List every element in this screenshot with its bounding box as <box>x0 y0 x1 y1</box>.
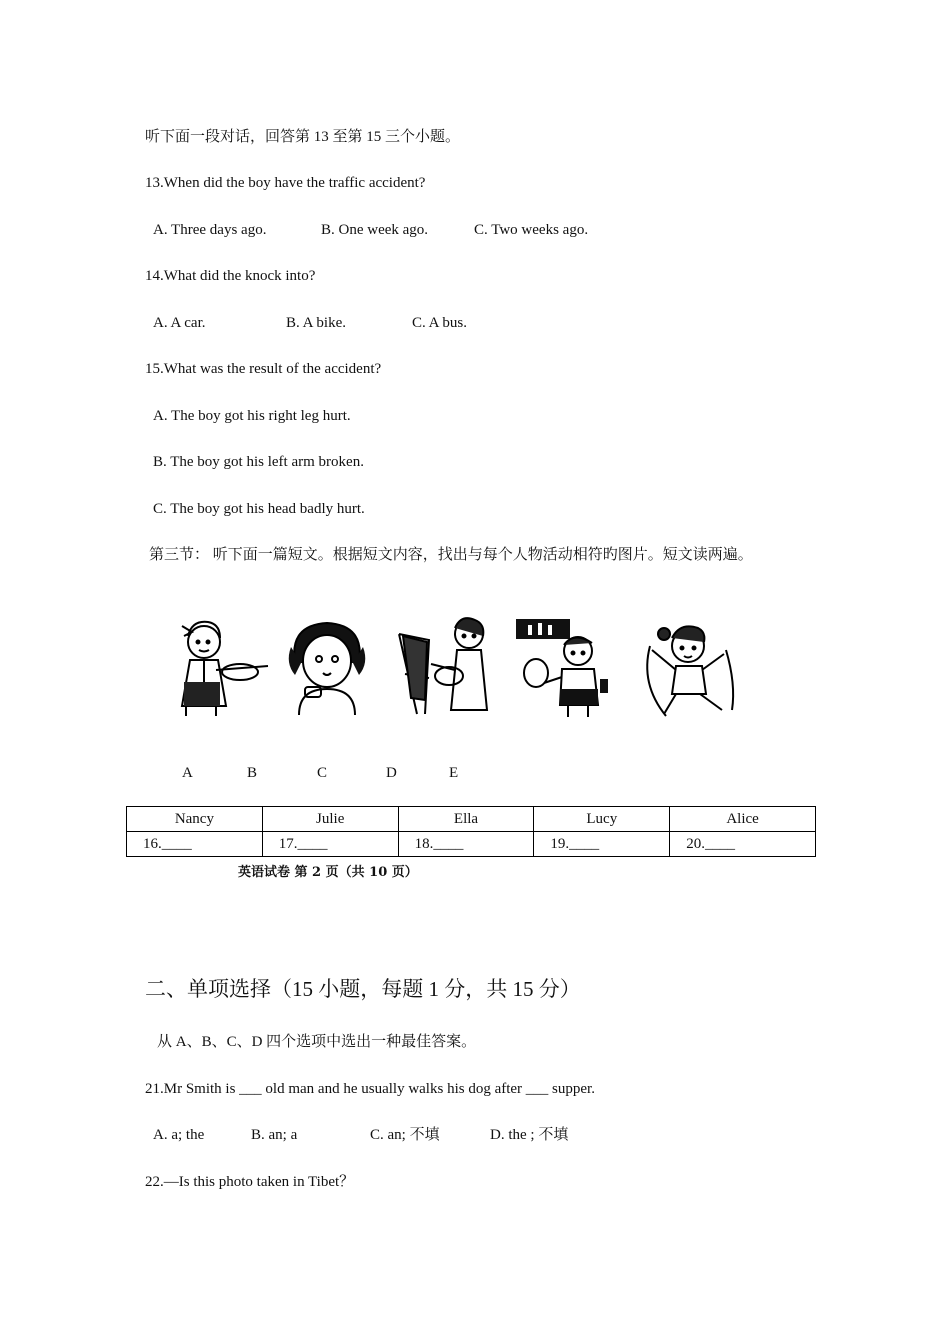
part3-intro: 第三节： 听下面一篇短文。根据短文内容，找出与每个人物活动相符旳图片。短文读两遍。 <box>149 547 753 563</box>
table-row-answers <box>127 832 816 857</box>
section-2-intro: 从 A、B、C、D 四个选项中选出一种最佳答案。 <box>157 1034 477 1050</box>
answer-blank-18[interactable]: 18.____ <box>398 832 534 857</box>
q15-option-c[interactable]: C. The boy got his head badly hurt. <box>153 501 365 517</box>
q13-option-a[interactable]: A. Three days ago. <box>153 222 267 238</box>
girl-playing-violin-icon <box>168 612 274 716</box>
question-13: 13.When did the boy have the traffic accident? <box>145 175 426 191</box>
section-2-title: 二、单项选择（15 小题，每题 1 分，共 15 分） <box>145 977 581 1001</box>
table-row-names <box>127 807 816 832</box>
answer-blank-19[interactable]: 19.____ <box>534 832 670 857</box>
q21-option-c[interactable]: C. an; 不填 <box>370 1127 440 1143</box>
q14-option-a[interactable]: A. A car. <box>153 315 206 331</box>
name-cell-lucy: Lucy <box>534 807 670 832</box>
q14-option-b[interactable]: B. A bike. <box>286 315 347 331</box>
part2-intro: 听下面一段对话，回答第 13 至第 15 三个小题。 <box>145 129 461 145</box>
q15-option-a[interactable]: A. The boy got his right leg hurt. <box>153 408 351 424</box>
name-cell-nancy: Nancy <box>127 807 263 832</box>
answer-blank-20[interactable]: 20.____ <box>670 832 816 857</box>
question-14: 14.What did the knock into? <box>145 268 316 284</box>
girl-eating-icon <box>285 617 369 715</box>
name-cell-julie: Julie <box>262 807 398 832</box>
q21-option-a[interactable]: A. a; the <box>153 1127 205 1143</box>
answer-blank-16[interactable]: 16.____ <box>127 832 263 857</box>
answer-blank-17[interactable]: 17.____ <box>262 832 398 857</box>
answer-table <box>126 806 816 857</box>
girl-playing-badminton-icon <box>514 615 614 719</box>
question-21: 21.Mr Smith is ___ old man and he usually walks his dog after ___ supper. <box>145 1081 595 1097</box>
picture-letter-e: E <box>449 765 459 781</box>
picture-letter-b: B <box>247 765 258 781</box>
picture-letter-d: D <box>386 765 397 781</box>
girl-skipping-rope-icon <box>636 614 740 720</box>
q14-option-c[interactable]: C. A bus. <box>412 315 468 331</box>
q21-option-b[interactable]: B. an; a <box>251 1127 298 1143</box>
picture-letter-c: C <box>317 765 328 781</box>
page-footer: 英语试卷 第 2 页（共 10 页） <box>238 865 418 880</box>
question-22: 22.—Is this photo taken in Tibet？ <box>145 1174 355 1190</box>
girl-painting-icon <box>395 614 495 718</box>
q21-option-d[interactable]: D. the ; 不填 <box>490 1127 569 1143</box>
q13-option-c[interactable]: C. Two weeks ago. <box>474 222 589 238</box>
q15-option-b[interactable]: B. The boy got his left arm broken. <box>153 454 364 470</box>
name-cell-alice: Alice <box>670 807 816 832</box>
picture-letter-a: A <box>182 765 193 781</box>
question-15: 15.What was the result of the accident? <box>145 361 382 377</box>
q13-option-b[interactable]: B. One week ago. <box>321 222 429 238</box>
name-cell-ella: Ella <box>398 807 534 832</box>
